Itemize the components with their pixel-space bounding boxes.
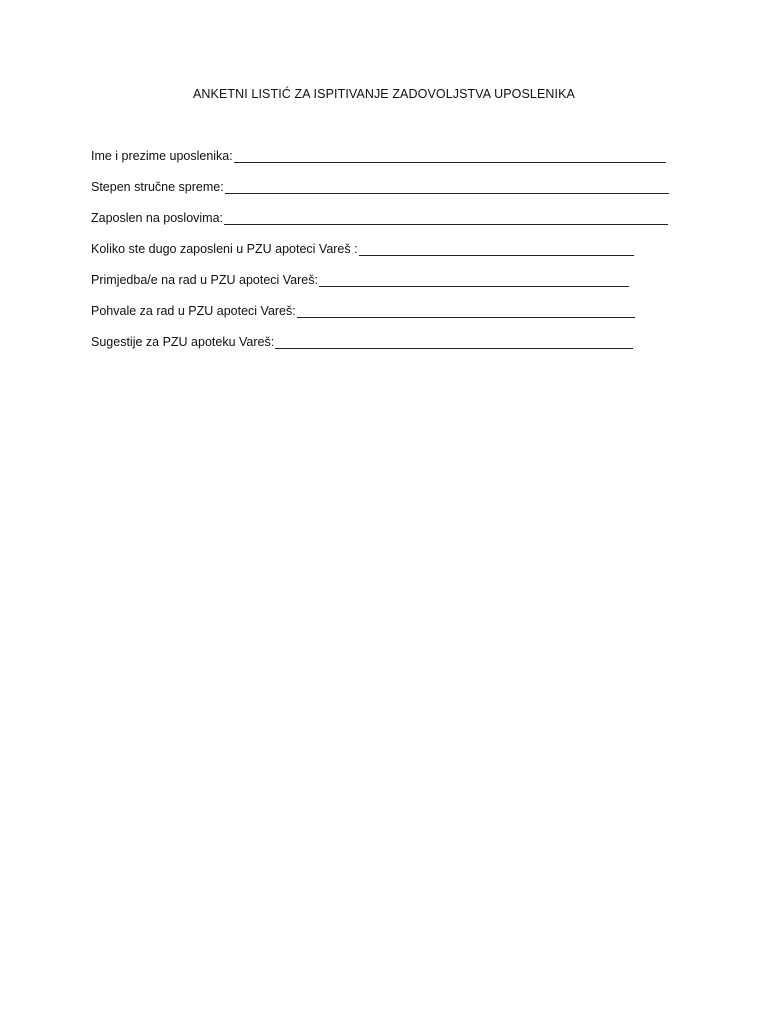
field-label: Sugestije za PZU apoteku Vareš: bbox=[91, 335, 275, 349]
field-remarks bbox=[91, 272, 691, 303]
fill-in-line[interactable] bbox=[224, 210, 668, 225]
field-label: Primjedba/e na rad u PZU apoteci Vareš: bbox=[91, 273, 318, 287]
document-title: ANKETNI LISTIĆ ZA ISPITIVANJE ZADOVOLJSTVA UPOSLENIKA bbox=[192, 87, 575, 101]
fill-in-line[interactable] bbox=[234, 148, 666, 163]
fill-in-line[interactable] bbox=[225, 179, 669, 194]
field-job-position bbox=[91, 210, 691, 241]
field-praise bbox=[91, 303, 691, 334]
fill-in-line[interactable] bbox=[319, 272, 629, 287]
fill-in-line[interactable] bbox=[275, 334, 633, 349]
field-education-level bbox=[91, 179, 691, 210]
field-label: Ime i prezime uposlenika: bbox=[91, 149, 233, 163]
field-employment-duration bbox=[91, 241, 691, 272]
field-employee-name bbox=[91, 148, 691, 179]
field-suggestions bbox=[91, 334, 691, 365]
fill-in-line[interactable] bbox=[359, 241, 634, 256]
survey-form bbox=[91, 148, 691, 365]
field-label: Stepen stručne spreme: bbox=[91, 180, 224, 194]
fill-in-line[interactable] bbox=[297, 303, 635, 318]
field-label: Koliko ste dugo zaposleni u PZU apoteci Vareš : bbox=[91, 242, 358, 256]
field-label: Zaposlen na poslovima: bbox=[91, 211, 224, 225]
field-label: Pohvale za rad u PZU apoteci Vareš: bbox=[91, 304, 296, 318]
